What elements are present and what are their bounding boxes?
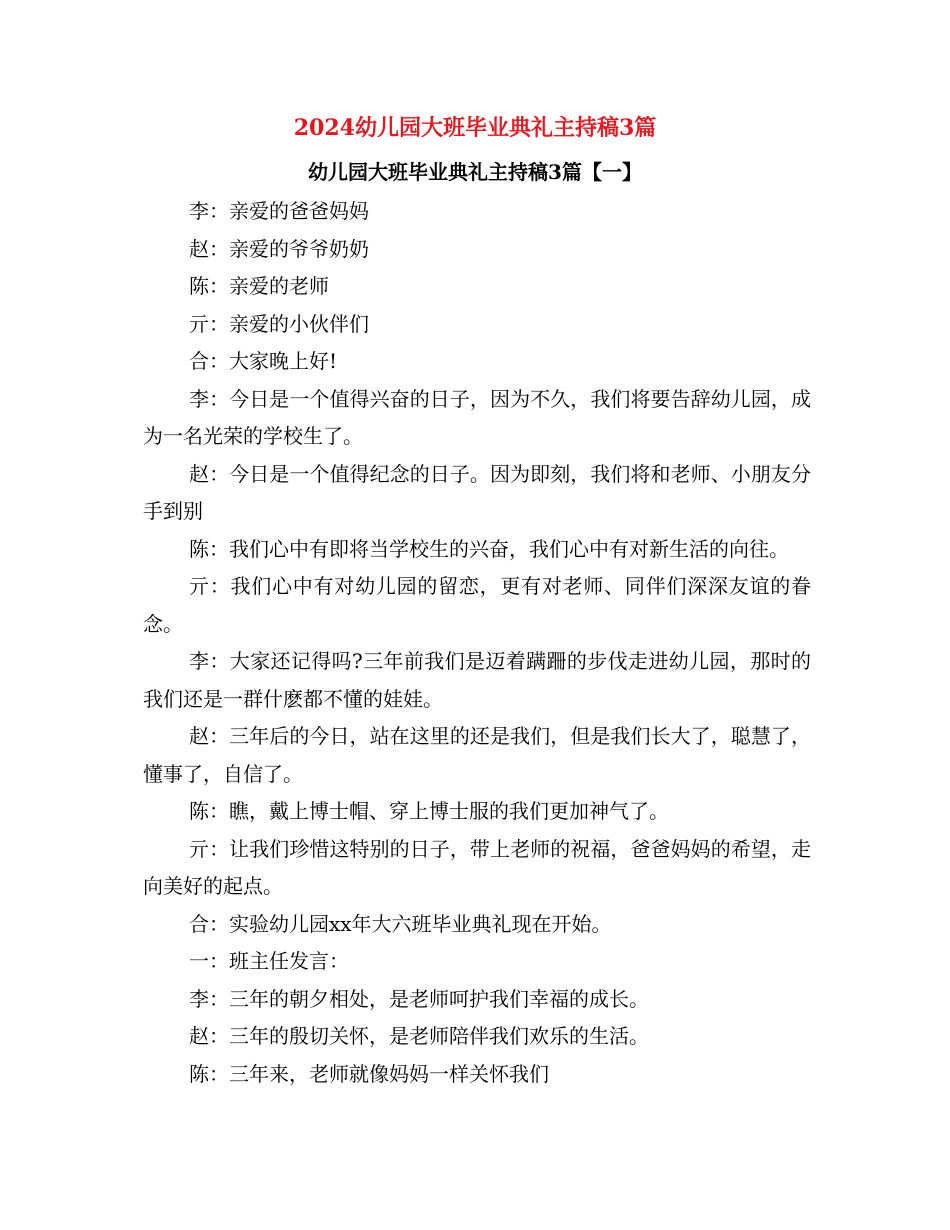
dialogue-paragraph: 赵：今日是一个值得纪念的日子。因为即刻，我们将和老师、小朋友分手到别 — [143, 461, 811, 523]
dialogue-paragraph: 赵：亲爱的爷爷奶奶 — [189, 236, 369, 261]
dialogue-paragraph: 陈：我们心中有即将当学校生的兴奋，我们心中有对新生活的向往。 — [189, 536, 789, 561]
dialogue-paragraph: 赵：三年的殷切关怀，是老师陪伴我们欢乐的生活。 — [189, 1024, 649, 1048]
dialogue-paragraph: 亓：我们心中有对幼儿园的留恋，更有对老师、同伴们深深友谊的眷念。 — [143, 574, 811, 636]
dialogue-paragraph: 李：三年的朝夕相处，是老师呵护我们幸福的成长。 — [189, 986, 649, 1011]
dialogue-paragraph: 一：班主任发言： — [189, 949, 349, 973]
document-title: 2024幼儿园大班毕业典礼主持稿3篇 — [293, 115, 657, 141]
dialogue-paragraph: 陈：亲爱的老师 — [189, 274, 329, 298]
dialogue-paragraph: 合：大家晚上好! — [189, 349, 338, 373]
dialogue-paragraph: 李：亲爱的爸爸妈妈 — [189, 199, 369, 223]
dialogue-paragraph: 李：今日是一个值得兴奋的日子，因为不久，我们将要告辞幼儿园，成为一名光荣的学校生了。 — [143, 386, 811, 448]
dialogue-paragraph: 陈：瞧，戴上博士帽、穿上博士服的我们更加神气了。 — [189, 799, 669, 823]
dialogue-paragraph: 亓：让我们珍惜这特别的日子，带上老师的祝福，爸爸妈妈的希望，走向美好的起点。 — [143, 836, 811, 898]
section-subtitle: 幼儿园大班毕业典礼主持稿3篇【一】 — [308, 160, 642, 184]
dialogue-paragraph: 李：大家还记得吗?三年前我们是迈着蹒跚的步伐走进幼儿园，那时的我们还是一群什麽都不懂的娃娃。 — [143, 649, 811, 711]
dialogue-paragraph: 合：实验幼儿园xx年大六班毕业典礼现在开始。 — [189, 911, 612, 936]
document-body — [143, 193, 811, 1093]
dialogue-paragraph: 亓：亲爱的小伙伴们 — [189, 311, 369, 336]
dialogue-paragraph: 陈：三年来，老师就像妈妈一样关怀我们 — [189, 1061, 549, 1086]
dialogue-paragraph: 赵：三年后的今日，站在这里的还是我们，但是我们长大了，聪慧了，懂事了，自信了。 — [143, 724, 811, 786]
